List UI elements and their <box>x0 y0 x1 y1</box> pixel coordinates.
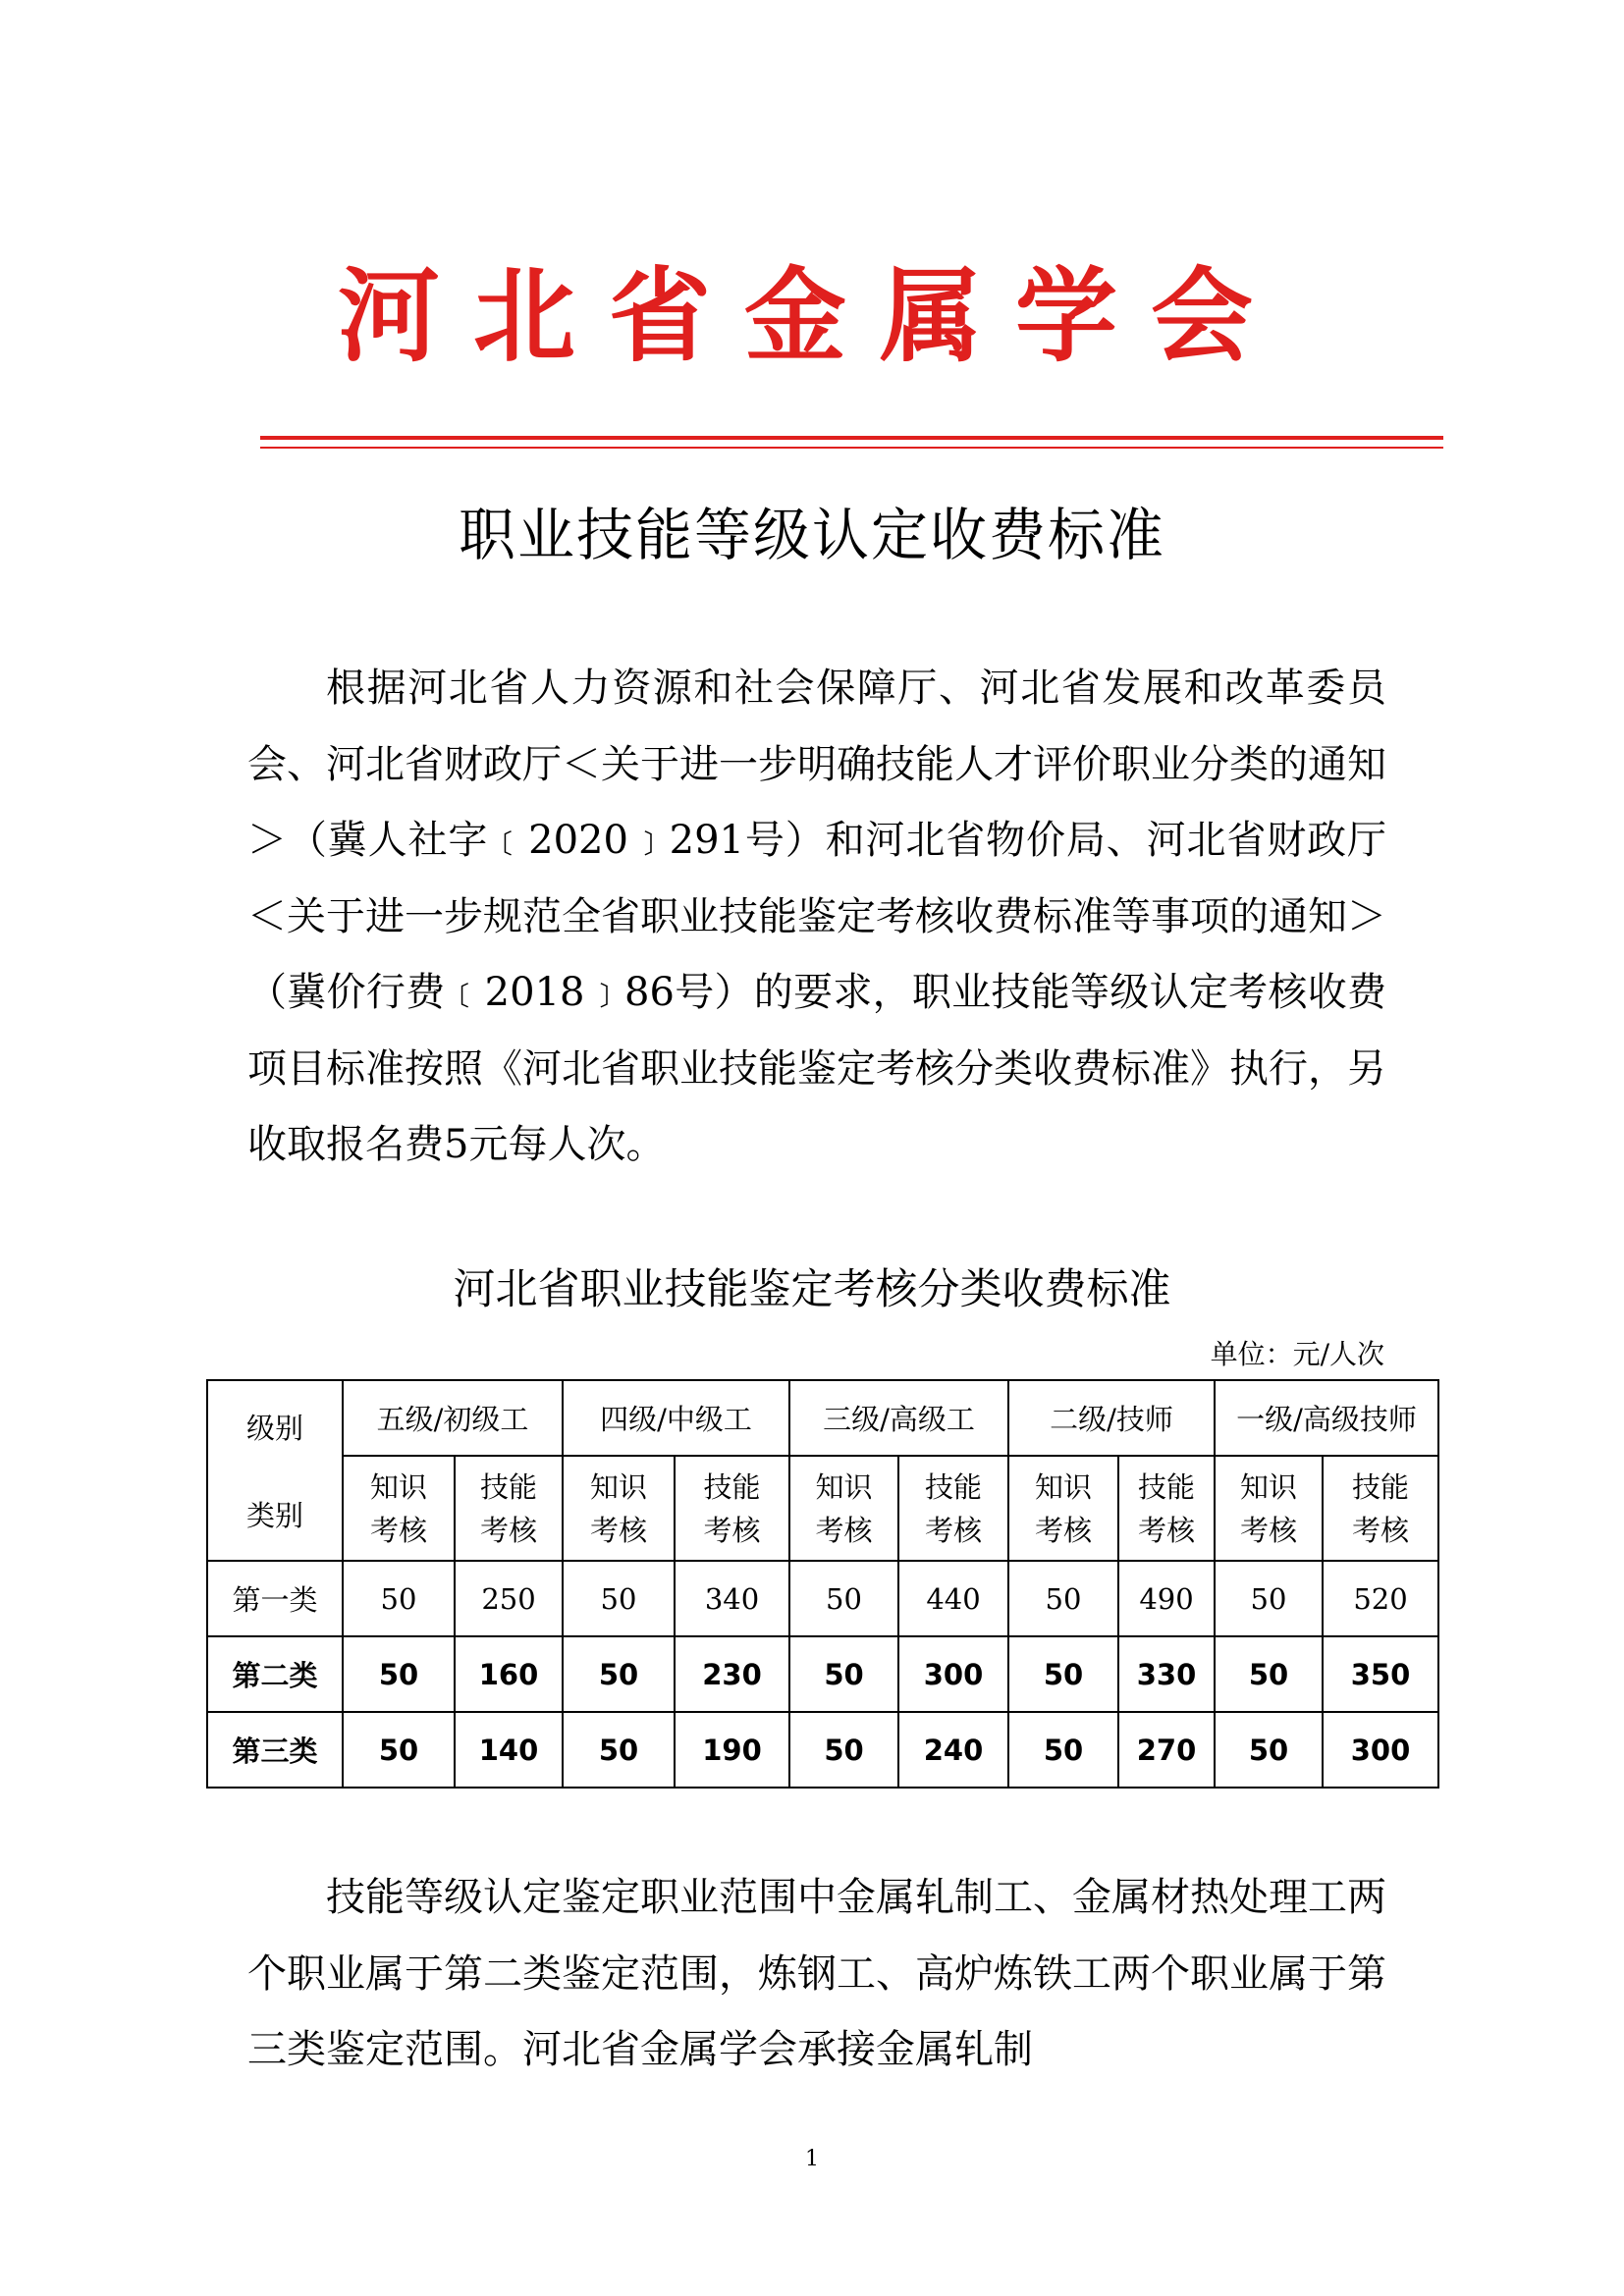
category-cell: 第一类 <box>207 1561 343 1636</box>
skill-exam-header: 技能 考核 <box>898 1456 1008 1561</box>
level-header: 五级/初级工 <box>343 1380 563 1456</box>
fee-cell: 50 <box>343 1636 455 1712</box>
fee-cell: 190 <box>675 1712 789 1788</box>
fee-cell: 50 <box>1008 1561 1118 1636</box>
level-header: 三级/高级工 <box>789 1380 1008 1456</box>
scope-paragraph: 技能等级认定鉴定职业范围中金属轧制工、金属材热处理工两个职业属于第二类鉴定范围，炼钢工、高炉炼铁工两个职业属于第三类鉴定范围。河北省金属学会承接金属轧制 <box>247 1875 1386 2072</box>
page-number: 1 <box>805 2147 819 2171</box>
fee-cell: 230 <box>675 1636 789 1712</box>
letterhead-rule-thick <box>260 436 1443 440</box>
table-title: 河北省职业技能鉴定考核分类收费标准 <box>453 1265 1171 1314</box>
fee-cell: 300 <box>898 1636 1008 1712</box>
fee-cell: 350 <box>1323 1636 1438 1712</box>
fee-cell: 50 <box>343 1561 455 1636</box>
fee-cell: 50 <box>789 1561 898 1636</box>
knowledge-exam-header: 知识 考核 <box>563 1456 675 1561</box>
fee-cell: 140 <box>455 1712 563 1788</box>
knowledge-exam-header: 知识 考核 <box>1008 1456 1118 1561</box>
fee-cell: 250 <box>455 1561 563 1636</box>
level-header: 二级/技师 <box>1008 1380 1215 1456</box>
category-cell: 第二类 <box>207 1636 343 1712</box>
fee-table <box>206 1379 1439 1789</box>
knowledge-exam-header: 知识 考核 <box>1215 1456 1323 1561</box>
table-row <box>207 1712 1438 1788</box>
fee-cell: 50 <box>1215 1636 1323 1712</box>
fee-cell: 300 <box>1323 1712 1438 1788</box>
knowledge-exam-header: 知识 考核 <box>343 1456 455 1561</box>
fee-cell: 50 <box>563 1561 675 1636</box>
fee-cell: 240 <box>898 1712 1008 1788</box>
fee-cell: 520 <box>1323 1561 1438 1636</box>
fee-cell: 50 <box>563 1712 675 1788</box>
skill-exam-header: 技能 考核 <box>455 1456 563 1561</box>
fee-cell: 50 <box>1215 1561 1323 1636</box>
fee-cell: 440 <box>898 1561 1008 1636</box>
fee-cell: 330 <box>1118 1636 1215 1712</box>
fee-cell: 50 <box>789 1636 898 1712</box>
fee-cell: 50 <box>563 1636 675 1712</box>
fee-cell: 270 <box>1118 1712 1215 1788</box>
fee-cell: 50 <box>1008 1636 1118 1712</box>
table-unit: 单位：元/人次 <box>1210 1338 1384 1370</box>
letterhead-rule-thin <box>260 447 1443 449</box>
level-header: 一级/高级技师 <box>1215 1380 1438 1456</box>
skill-exam-header: 技能 考核 <box>1118 1456 1215 1561</box>
table-corner-cell <box>207 1380 343 1561</box>
corner-level-label: 级别 <box>245 1412 303 1445</box>
category-cell: 第三类 <box>207 1712 343 1788</box>
knowledge-exam-header: 知识 考核 <box>789 1456 898 1561</box>
corner-category-label: 类别 <box>245 1499 303 1532</box>
organization-letterhead: 河北省金属学会 <box>337 256 1286 376</box>
fee-cell: 490 <box>1118 1561 1215 1636</box>
fee-cell: 50 <box>789 1712 898 1788</box>
skill-exam-header: 技能 考核 <box>675 1456 789 1561</box>
skill-exam-header: 技能 考核 <box>1323 1456 1438 1561</box>
intro-paragraph: 根据河北省人力资源和社会保障厅、河北省发展和改革委员会、河北省财政厅＜关于进一步明确技能人才评价职业分类的通知＞（冀人社字﹝2020﹞291号）和河北省物价局、河北省财政厅＜关于进一步规范全省职业技能鉴定考核收费标准等事项的通知＞（冀价行费﹝2018﹞86号）的要求，职业技能等级认定考核收费项目标准按照《河北省职业技能鉴定考核分类收费标准》执行，另收取报名费5元每人次。 <box>247 666 1386 1167</box>
fee-cell: 50 <box>343 1712 455 1788</box>
level-header: 四级/中级工 <box>563 1380 789 1456</box>
table-row <box>207 1561 1438 1636</box>
table-row <box>207 1636 1438 1712</box>
fee-cell: 340 <box>675 1561 789 1636</box>
fee-cell: 160 <box>455 1636 563 1712</box>
document-title: 职业技能等级认定收费标准 <box>458 502 1165 568</box>
fee-cell: 50 <box>1008 1712 1118 1788</box>
fee-cell: 50 <box>1215 1712 1323 1788</box>
